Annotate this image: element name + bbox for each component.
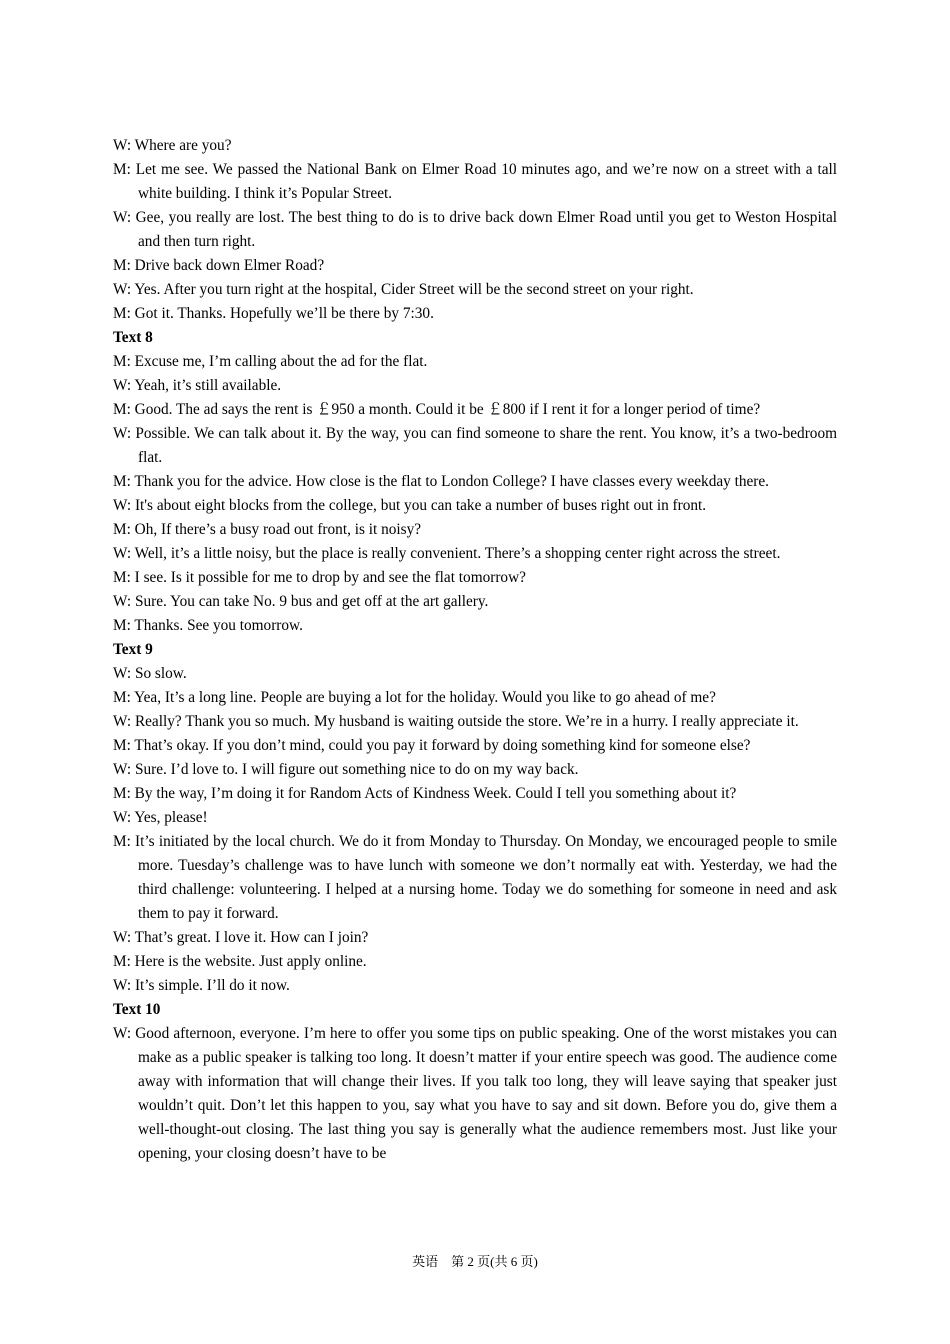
dialogue-line: W: That’s great. I love it. How can I join?: [113, 929, 369, 946]
dialogue-line: W: Gee, you really are lost. The best thing to do is to drive back down Elmer Road until you get to Weston Hospital and then turn right.: [113, 209, 837, 250]
dialogue-line: M: Let me see. We passed the National Bank on Elmer Road 10 minutes ago, and we’re now on a street with a tall white building. I think it’s Popular Street.: [113, 161, 837, 202]
dialogue-line: W: It's about eight blocks from the college, but you can take a number of buses right out in front.: [113, 497, 707, 514]
dialogue-line: M: Here is the website. Just apply online.: [113, 953, 367, 970]
page-footer: 英语 第 2 页(共 6 页): [412, 1254, 538, 1269]
dialogue-line: M: It’s initiated by the local church. We do it from Monday to Thursday. On Monday, we encouraged people to smile more. Tuesday’s challenge was to have lunch with someone we don’t normally eat with. Yesterday, we had the third challenge: volunteering. I helped at a nursing home. Today we do something for someone in need and ask them to pay it forward.: [113, 833, 837, 922]
dialogue-line: M: I see. Is it possible for me to drop by and see the flat tomorrow?: [113, 569, 526, 586]
dialogue-line: M: By the way, I’m doing it for Random Acts of Kindness Week. Could I tell you something about it?: [113, 785, 737, 802]
dialogue-line: W: Where are you?: [113, 137, 232, 154]
dialogue-line: M: Thank you for the advice. How close is the flat to London College? I have classes every weekday there.: [113, 473, 769, 490]
dialogue-line: W: Yes, please!: [113, 809, 208, 826]
dialogue-line: W: Sure. You can take No. 9 bus and get off at the art gallery.: [113, 593, 489, 610]
dialogue-line: M: Good. The ad says the rent is ￡950 a month. Could it be ￡800 if I rent it for a longer period of time?: [113, 401, 761, 418]
dialogue-line: W: Yes. After you turn right at the hospital, Cider Street will be the second street on your right.: [113, 281, 694, 298]
dialogue-line: M: Oh, If there’s a busy road out front, is it noisy?: [113, 521, 422, 538]
section-heading-text-10: Text 10: [113, 1001, 161, 1018]
dialogue-line: W: Well, it’s a little noisy, but the place is really convenient. There’s a shopping center right across the street.: [113, 545, 781, 562]
dialogue-line: W: Sure. I’d love to. I will figure out something nice to do on my way back.: [113, 761, 579, 778]
dialogue-line: W: Yeah, it’s still available.: [113, 377, 282, 394]
dialogue-line: M: Excuse me, I’m calling about the ad for the flat.: [113, 353, 428, 370]
dialogue-line: M: Drive back down Elmer Road?: [113, 257, 325, 274]
dialogue-line: M: Got it. Thanks. Hopefully we’ll be there by 7:30.: [113, 305, 434, 322]
dialogue-line: W: Really? Thank you so much. My husband is waiting outside the store. We’re in a hurry. I really appreciate it.: [113, 713, 799, 730]
dialogue-line: W: Possible. We can talk about it. By the way, you can find someone to share the rent. You know, it’s a two-bedroom flat.: [113, 425, 837, 466]
section-heading-text-9: Text 9: [113, 641, 153, 658]
dialogue-line: M: Thanks. See you tomorrow.: [113, 617, 303, 634]
dialogue-line: W: So slow.: [113, 665, 187, 682]
section-heading-text-8: Text 8: [113, 329, 153, 346]
dialogue-line: M: Yea, It’s a long line. People are buying a lot for the holiday. Would you like to go ahead of me?: [113, 689, 716, 706]
dialogue-line: W: It’s simple. I’ll do it now.: [113, 977, 290, 994]
document-body: [113, 134, 837, 1166]
dialogue-line: W: Good afternoon, everyone. I’m here to offer you some tips on public speaking. One of the worst mistakes you can make as a public speaker is talking too long. It doesn’t matter if your entire speech was good. The audience come away with information that will change their lives. If you talk too long, they will leave saying that speaker just wouldn’t quit. Don’t let this happen to you, say what you have to say and sit down. Before you do, give them a well-thought-out closing. The last thing you say is generally what the audience remembers most. Just like your opening, your closing doesn’t have to be: [113, 1025, 837, 1162]
dialogue-line: M: That’s okay. If you don’t mind, could you pay it forward by doing something kind for someone else?: [113, 737, 751, 754]
